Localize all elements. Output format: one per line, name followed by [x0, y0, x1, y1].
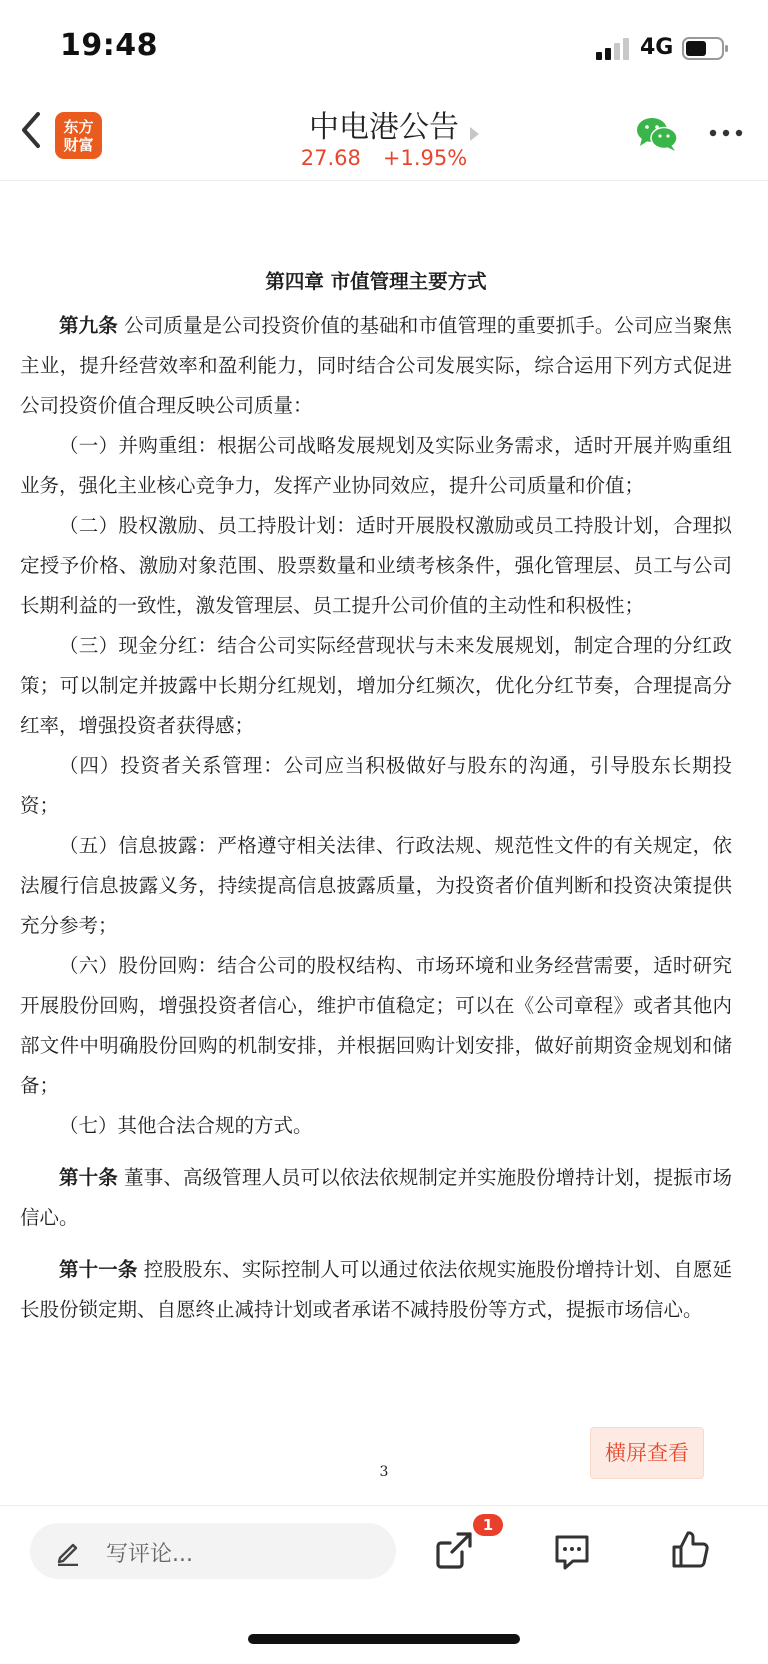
article-9-item: （六）股份回购：结合公司的股权结构、市场环境和业务经营需要，适时研究开展股份回购，增强投资者信心，维护市值稳定；可以在《公司章程》或者其他内部文件中明确股份回购的机制安排，并根据回购计划安排，做好前期资金规划和储备； — [20, 954, 732, 1097]
wechat-icon[interactable] — [636, 116, 678, 152]
article-10-text: 董事、高级管理人员可以依法依规制定并实施股份增持计划，提振市场信心。 — [20, 1166, 732, 1229]
thumbs-up-icon[interactable] — [670, 1528, 710, 1570]
article-9-item: （三）现金分红：结合公司实际经营现状与未来发展规划，制定合理的分红政策；可以制定并披露中长期分红规划，增加分红频次，优化分红节奏，合理提高分红率，增强投资者获得感； — [20, 634, 732, 737]
comment-placeholder: 写评论... — [106, 1542, 193, 1567]
article-11-label: 第十一条 — [59, 1258, 138, 1281]
article-9-item: （五）信息披露：严格遵守相关法律、行政法规、规范性文件的有关规定，依法履行信息披露义务，持续提高信息披露质量，为投资者价值判断和投资决策提供充分参考； — [20, 834, 732, 937]
logo-line-2: 财富 — [63, 135, 94, 154]
article-9-item: （七）其他合法合规的方式。 — [59, 1114, 313, 1137]
article-9-item: （一）并购重组：根据公司战略发展规划及实际业务需求，适时开展并购重组业务，强化主业核心竞争力，发挥产业协同效应，提升公司质量和价值； — [20, 434, 732, 497]
article-10-label: 第十条 — [59, 1166, 118, 1189]
comment-icon[interactable] — [552, 1532, 592, 1572]
nav-bar — [0, 92, 768, 181]
status-bar — [0, 0, 768, 90]
more-icon[interactable] — [708, 118, 744, 148]
home-indicator — [248, 1634, 520, 1644]
article-9-text: 公司质量是公司投资价值的基础和市值管理的重要抓手。公司应当聚焦主业，提升经营效率和盈利能力，同时结合公司发展实际，综合运用下列方式促进公司投资价值合理反映公司质量： — [20, 314, 732, 417]
battery-icon — [682, 37, 728, 60]
share-icon[interactable] — [432, 1528, 476, 1572]
chapter-title: 第四章 市值管理主要方式 — [265, 270, 487, 293]
article-9-item: （四）投资者关系管理：公司应当积极做好与股东的沟通，引导股东长期投资； — [20, 754, 732, 817]
article-9-item: （二）股权激励、员工持股计划：适时开展股权激励或员工持股计划，合理拟定授予价格、激励对象范围、股票数量和业绩考核条件，强化管理层、员工与公司长期利益的一致性，激发管理层、员工提升公司价值的主动性和积极性； — [20, 514, 732, 617]
network-type: 4G — [640, 35, 674, 60]
page-number: 3 — [379, 1464, 389, 1480]
comment-input[interactable] — [30, 1523, 396, 1579]
article-9 — [20, 306, 732, 426]
status-time: 19:48 — [60, 28, 158, 63]
stock-change: +1.95% — [382, 146, 468, 170]
announcement-document — [20, 262, 732, 1330]
quote-arrow-icon[interactable] — [470, 127, 479, 141]
page-title[interactable]: 中电港公告 — [309, 110, 459, 145]
stock-price: 27.68 — [300, 146, 361, 170]
article-11 — [20, 1250, 732, 1330]
article-9-label: 第九条 — [59, 314, 118, 337]
pen-icon — [54, 1538, 82, 1566]
landscape-view-button[interactable]: 横屏查看 — [590, 1427, 704, 1479]
signal-icon — [596, 38, 630, 60]
article-11-text: 控股股东、实际控制人可以通过依法依规实施股份增持计划、自愿延长股份锁定期、自愿终止减持计划或者承诺不减持股份等方式，提振市场信心。 — [20, 1258, 732, 1321]
article-10 — [20, 1158, 732, 1238]
logo-line-1: 东方 — [63, 117, 94, 136]
share-count-badge: 1 — [473, 1514, 503, 1536]
